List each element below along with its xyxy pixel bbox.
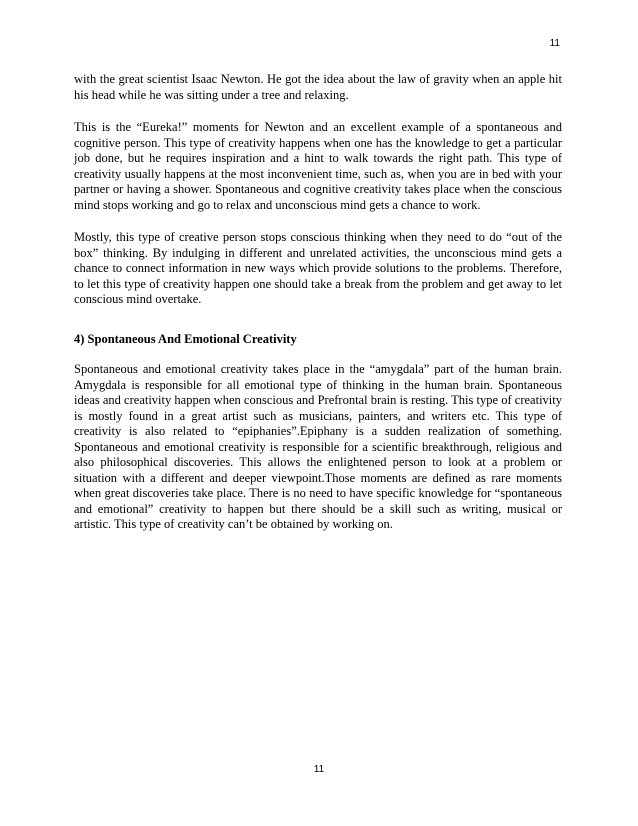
page-number-bottom: 11 (313, 764, 325, 775)
paragraph-emotional-creativity: Spontaneous and emotional creativity takes place in the “amygdala” part of the human brain. Amygdala is responsible for all emotional type of thinking in the human brain. Spontaneous ideas and creativity happen when conscious and Prefrontal brain is resting. This type of creativity is mostly found in a great artist such as musicians, painters, and writers etc. This type of creativity is also related to “epiphanies”.Epiphany is a sudden realization of something. Spontaneous and emotional creativity is responsible for a scientific breakthrough, religious and also philosophical discoveries. This allows the enlightened person to look at a problem or situation with a different and deeper viewpoint.Those moments are defined as rare moments when great discoveries take place. There is no need to have specific knowledge for “spontaneous and emotional” creativity to happen but there should be a skill such as writing, musical or artistic. This type of creativity can’t be obtained by working on. (74, 362, 562, 531)
paragraph-out-of-box: Mostly, this type of creative person stops conscious thinking when they need to do “out of the box” thinking. By indulging in different and unrelated activities, the unconscious mind gets a chance to connect information in new ways which provide solutions to the problems. Therefore, to let this type of creativity happen one should take a break from the problem and get away to let conscious mind overtake. (74, 230, 562, 306)
paragraph-newton: with the great scientist Isaac Newton. He got the idea about the law of gravity when an apple hit his head while he was sitting under a tree and relaxing. (74, 72, 562, 102)
page-content (74, 72, 562, 550)
paragraph-eureka: This is the “Eureka!” moments for Newton and an excellent example of a spontaneous and cognitive person. This type of creativity happens when one has the knowledge to get a particular job done, but he requires inspiration and a hint to walk towards the right path. This type of creativity usually happens at the most inconvenient time, such as, when you are in bed with your partner or having a shower. Spontaneous and cognitive creativity takes place when the conscious mind stops working and go to relax and unconscious mind gets a chance to work. (74, 120, 562, 212)
page-number-top: 11 (549, 38, 560, 49)
section-heading: 4) Spontaneous And Emotional Creativity (74, 331, 297, 346)
